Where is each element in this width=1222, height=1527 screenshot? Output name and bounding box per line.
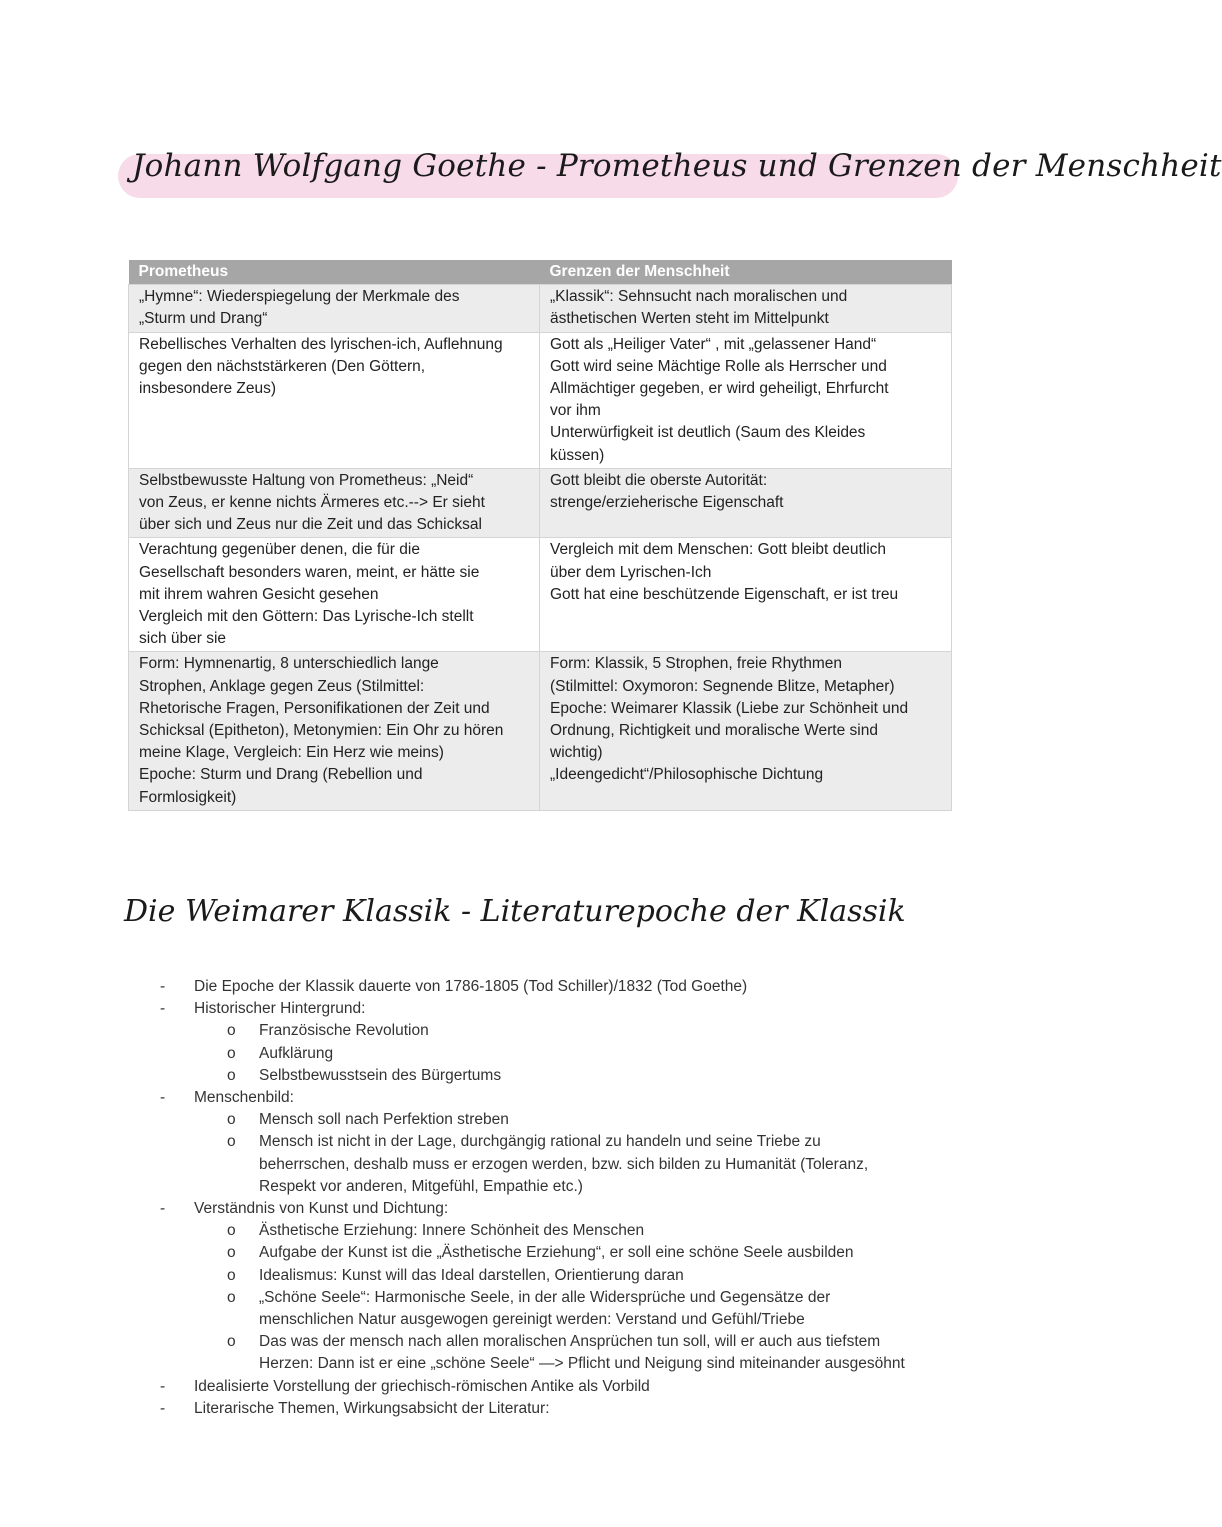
cell-text-line: Rhetorische Fragen, Personifikationen der Zeit und <box>139 699 490 717</box>
cell-text-line: Unterwürfigkeit ist deutlich (Saum des Kleides <box>550 424 866 442</box>
sub-list-item <box>150 1131 970 1198</box>
cell-text-line: wichtig) <box>550 744 603 762</box>
section-title: Die Weimarer Klassik - Literaturepoche der Klassik <box>124 894 906 929</box>
list-item-text: Ästhetische Erziehung: Innere Schönheit des Menschen <box>259 1222 645 1240</box>
table-row <box>129 468 952 538</box>
cell-text-line: Vergleich mit den Göttern: Das Lyrische-Ich stellt <box>139 608 474 626</box>
cell-text-line: Gesellschaft besonders waren, meint, er hätte sie <box>139 563 480 581</box>
circle-bullet-icon: o <box>227 1222 236 1240</box>
dash-bullet-icon: - <box>160 1089 166 1107</box>
circle-bullet-icon: o <box>227 1266 236 1284</box>
table-cell-right <box>540 285 952 332</box>
list-item-text: menschlichen Natur ausgewogen gereinigt werden: Verstand und Gefühl/Triebe <box>259 1311 805 1329</box>
cell-text-line: ästhetischen Werten steht im Mittelpunkt <box>550 310 829 328</box>
table-cell-right <box>540 652 952 810</box>
table-cell-left <box>129 332 540 468</box>
sub-list-item <box>150 1242 970 1264</box>
table-row <box>129 285 952 332</box>
cell-text-line: „Sturm und Drang“ <box>139 310 268 328</box>
list-item-text: Literarische Themen, Wirkungsabsicht der Literatur: <box>194 1399 550 1417</box>
dash-bullet-icon: - <box>160 1000 166 1018</box>
list-item-text: Idealismus: Kunst will das Ideal darstellen, Orientierung daran <box>259 1266 684 1284</box>
sub-list-item <box>150 1220 970 1242</box>
cell-text-line: strenge/erzieherische Eigenschaft <box>550 494 784 512</box>
circle-bullet-icon: o <box>227 1044 236 1062</box>
circle-bullet-icon: o <box>227 1066 236 1084</box>
cell-text-line: Epoche: Weimarer Klassik (Liebe zur Schönheit und <box>550 699 909 717</box>
cell-text-line: Verachtung gegenüber denen, die für die <box>139 541 420 559</box>
cell-text-line: Gott wird seine Mächtige Rolle als Herrscher und <box>550 357 887 375</box>
circle-bullet-icon: o <box>227 1333 236 1351</box>
cell-text-line: Ordnung, Richtigkeit und moralische Werte sind <box>550 722 878 740</box>
cell-text-line: Formlosigkeit) <box>139 788 237 806</box>
circle-bullet-icon: o <box>227 1111 236 1129</box>
cell-text-line: vor ihm <box>550 402 601 420</box>
notes-list <box>150 976 970 1420</box>
cell-text-line: (Stilmittel: Oxymoron: Segnende Blitze, Metapher) <box>550 677 895 695</box>
dash-bullet-icon: - <box>160 1200 166 1218</box>
sub-list-item <box>150 1065 970 1087</box>
cell-text-line: Epoche: Sturm und Drang (Rebellion und <box>139 766 423 784</box>
cell-text-line: insbesondere Zeus) <box>139 380 276 398</box>
sub-list-item <box>150 1331 970 1375</box>
cell-text-line: Form: Klassik, 5 Strophen, freie Rhythmen <box>550 655 843 673</box>
cell-text-line: Gott hat eine beschützende Eigenschaft, er ist treu <box>550 585 899 603</box>
cell-text-line: Schicksal (Epitheton), Metonymien: Ein Ohr zu hören <box>139 722 504 740</box>
table-row <box>129 538 952 652</box>
sub-list-item <box>150 1287 970 1331</box>
cell-text-line: mit ihrem wahren Gesicht gesehen <box>139 585 379 603</box>
cell-text-line: gegen den nächststärkeren (Den Göttern, <box>139 357 426 375</box>
list-item-text: Selbstbewusstsein des Bürgertums <box>259 1066 502 1084</box>
list-item-text: Menschenbild: <box>194 1089 294 1107</box>
table-cell-right <box>540 468 952 538</box>
cell-text-line: sich über sie <box>139 630 227 648</box>
cell-text-line: Form: Hymnenartig, 8 unterschiedlich lange <box>139 655 439 673</box>
list-item <box>150 1087 970 1109</box>
circle-bullet-icon: o <box>227 1244 236 1262</box>
list-item <box>150 998 970 1020</box>
sub-list-item <box>150 1265 970 1287</box>
cell-text-line: Vergleich mit dem Menschen: Gott bleibt deutlich <box>550 541 887 559</box>
dash-bullet-icon: - <box>160 1399 166 1417</box>
dash-bullet-icon: - <box>160 1377 166 1395</box>
cell-text-line: küssen) <box>550 446 605 464</box>
table-cell-left <box>129 538 540 652</box>
table-header-row <box>129 260 952 285</box>
cell-text-line: Gott bleibt die oberste Autorität: <box>550 471 768 489</box>
circle-bullet-icon: o <box>227 1022 236 1040</box>
cell-text-line: Strophen, Anklage gegen Zeus (Stilmittel: <box>139 677 425 695</box>
cell-text-line: über sich und Zeus nur die Zeit und das Schicksal <box>139 516 482 534</box>
list-item <box>150 1198 970 1220</box>
list-item-text: Verständnis von Kunst und Dichtung: <box>194 1200 449 1218</box>
cell-text-line: meine Klage, Vergleich: Ein Herz wie meins) <box>139 744 444 762</box>
list-item-text: Die Epoche der Klassik dauerte von 1786-1805 (Tod Schiller)/1832 (Tod Goethe) <box>194 978 748 995</box>
table-cell-left <box>129 652 540 810</box>
table-cell-right <box>540 538 952 652</box>
list-item-text: Französische Revolution <box>259 1022 429 1040</box>
page-title: Johann Wolfgang Goethe - Prometheus und Grenzen der Menschheit <box>132 148 1222 184</box>
cell-text-line: „Ideengedicht“/Philosophische Dichtung <box>550 766 824 784</box>
list-item-text: Idealisierte Vorstellung der griechisch-römischen Antike als Vorbild <box>194 1377 650 1395</box>
table-header-grenzen: Grenzen der Menschheit <box>540 260 952 285</box>
sub-list-item <box>150 1043 970 1065</box>
list-item-text: Historischer Hintergrund: <box>194 1000 366 1018</box>
cell-text-line: über dem Lyrischen-Ich <box>550 563 712 581</box>
sub-list-item <box>150 1109 970 1131</box>
comparison-table <box>128 260 952 811</box>
dash-bullet-icon: - <box>160 978 166 995</box>
table-row <box>129 332 952 468</box>
list-item-text: Respekt vor anderen, Mitgefühl, Empathie etc.) <box>259 1177 583 1195</box>
cell-text-line: Rebellisches Verhalten des lyrischen-ich, Auflehnung <box>139 335 503 353</box>
table-cell-left <box>129 468 540 538</box>
sub-list-item <box>150 1020 970 1042</box>
cell-text-line: Gott als „Heiliger Vater“ , mit „gelassener Hand“ <box>550 335 877 353</box>
table-cell-right <box>540 332 952 468</box>
table-header-prometheus: Prometheus <box>129 260 540 285</box>
cell-text-line: „Klassik“: Sehnsucht nach moralischen und <box>550 288 848 306</box>
table-row <box>129 652 952 810</box>
list-item <box>150 976 970 998</box>
list-item-text: Aufklärung <box>259 1044 334 1062</box>
cell-text-line: Allmächtiger gegeben, er wird geheiligt, Ehrfurcht <box>550 380 889 398</box>
circle-bullet-icon: o <box>227 1288 236 1306</box>
list-item-text: Aufgabe der Kunst ist die „Ästhetische Erziehung“, er soll eine schöne Seele ausbilden <box>259 1244 854 1262</box>
list-item-text: „Schöne Seele“: Harmonische Seele, in der alle Widersprüche und Gegensätze der <box>259 1288 831 1306</box>
table-cell-left <box>129 285 540 332</box>
list-item-text: Herzen: Dann ist er eine „schöne Seele“ —> Pflicht und Neigung sind miteinander ausgesöhnt <box>259 1355 905 1373</box>
list-item <box>150 1398 970 1420</box>
title-highlight <box>118 148 1222 202</box>
cell-text-line: von Zeus, er kenne nichts Ärmeres etc.--> Er sieht <box>139 494 485 512</box>
list-item-text: Mensch soll nach Perfektion streben <box>259 1111 509 1129</box>
table-body <box>129 285 952 811</box>
list-item-text: Das was der mensch nach allen moralischen Ansprüchen tun soll, will er auch aus tiefstem <box>259 1333 881 1351</box>
cell-text-line: Selbstbewusste Haltung von Prometheus: „Neid“ <box>139 471 474 489</box>
list-item <box>150 1376 970 1398</box>
cell-text-line: „Hymne“: Wiederspiegelung der Merkmale des <box>139 288 460 306</box>
list-item-text: beherrschen, deshalb muss er erzogen werden, bzw. sich bilden zu Humanität (Toleranz, <box>259 1155 869 1173</box>
circle-bullet-icon: o <box>227 1133 236 1151</box>
list-item-text: Mensch ist nicht in der Lage, durchgängig rational zu handeln und seine Triebe zu <box>259 1133 821 1151</box>
